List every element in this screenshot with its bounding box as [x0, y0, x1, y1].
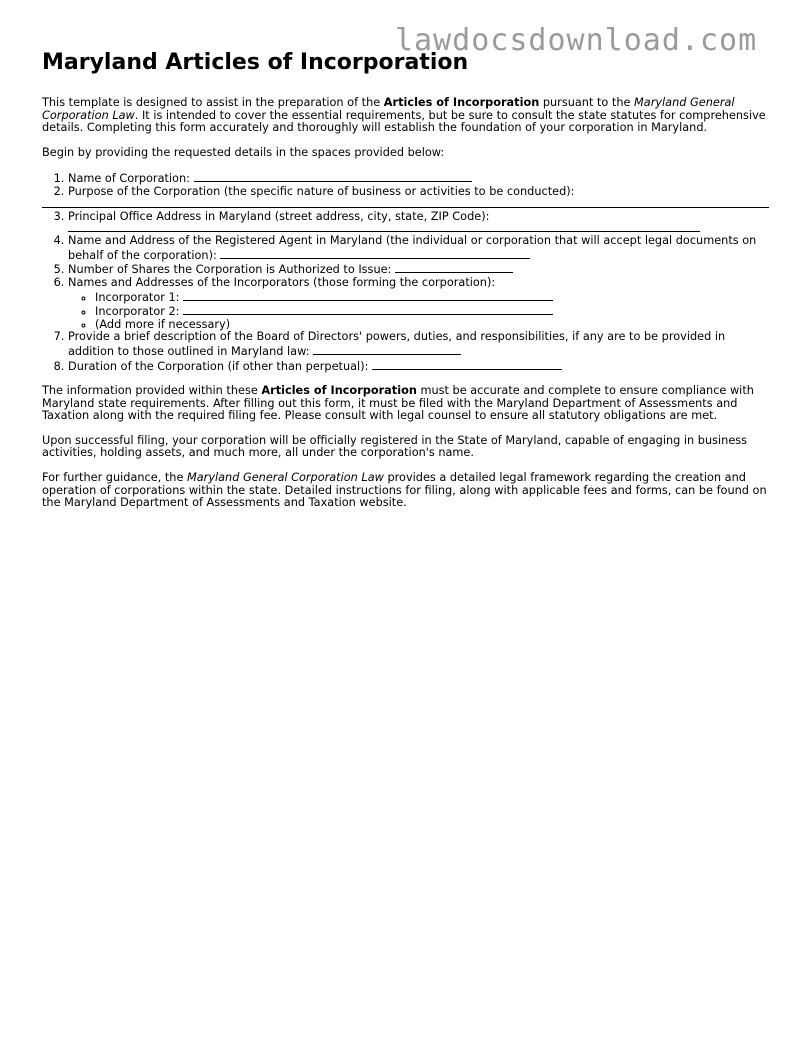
list-item: 8. Duration of the Corporation (if other than perpetual):	[68, 359, 770, 374]
list-item: ◦ (Add more if necessary)	[95, 319, 770, 332]
list-item: 7. Provide a brief description of the Board of Directors' powers, duties, and responsibilities, if any are to be provided in addition to those outlined in Maryland law:	[68, 331, 770, 358]
incorporators-list	[68, 290, 770, 332]
list-item: ◦ Incorporator 2:	[95, 304, 770, 319]
registered-agent-field[interactable]	[220, 248, 530, 259]
office-address-field[interactable]	[68, 223, 700, 232]
board-description-field[interactable]	[313, 344, 461, 355]
list-item: 3. Principal Office Address in Maryland (street address, city, state, ZIP Code):	[68, 211, 770, 233]
list-item: 4. Name and Address of the Registered Agent in Maryland (the individual or corporation that will accept legal documents on behalf of the corporation):	[68, 235, 770, 262]
watermark: lawdocsdownload.com	[395, 23, 758, 58]
list-item: 1. Name of Corporation:	[68, 171, 770, 186]
incorporator-2-field[interactable]	[183, 304, 553, 315]
corporation-name-field[interactable]	[194, 171, 472, 182]
intro-paragraph: This template is designed to assist in the preparation of the Articles of Incorporation pursuant to the Maryland General Corporation Law. It is intended to cover the essential requirements, but be sure to consult the state statutes for comprehensive details. Completing this form accurately and thoroughly will establish the foundation of your corporation in Maryland.	[42, 96, 766, 135]
compliance-paragraph: The information provided within these Articles of Incorporation must be accurate and complete to ensure compliance with Maryland state requirements. After filling out this form, it must be filed with the Maryland Department of Assessments and Taxation along with the required filing fee. Please consult with legal counsel to ensure all statutory obligations are met.	[42, 384, 754, 423]
list-item: 6. Names and Addresses of the Incorporators (those forming the corporation): ◦ Incorporator 1: ◦ Incorporator 2: ◦ (Add more if necessary)	[68, 277, 770, 331]
page-title: Maryland Articles of Incorporation	[42, 50, 469, 75]
purpose-field[interactable]	[42, 199, 769, 208]
list-item: 2. Purpose of the Corporation (the specific nature of business or activities to be conducted):	[68, 186, 770, 208]
instructions-paragraph: Begin by providing the requested details in the spaces provided below:	[42, 145, 445, 159]
incorporator-1-field[interactable]	[183, 290, 553, 301]
guidance-paragraph: For further guidance, the Maryland General Corporation Law provides a detailed legal framework regarding the creation and operation of corporations within the state. Detailed instructions for filing, along with applicable fees and forms, can be found on the Maryland Department of Assessments and Taxation website.	[42, 471, 767, 510]
form-items-list	[42, 171, 770, 373]
document-page	[42, 50, 770, 522]
list-item: 5. Number of Shares the Corporation is Authorized to Issue:	[68, 262, 770, 277]
shares-field[interactable]	[395, 262, 513, 273]
duration-field[interactable]	[372, 359, 562, 370]
list-item: ◦ Incorporator 1:	[95, 290, 770, 305]
registration-paragraph: Upon successful filing, your corporation will be officially registered in the State of Maryland, capable of engaging in business activities, holding assets, and much more, all under the corporation's name.	[42, 433, 748, 460]
